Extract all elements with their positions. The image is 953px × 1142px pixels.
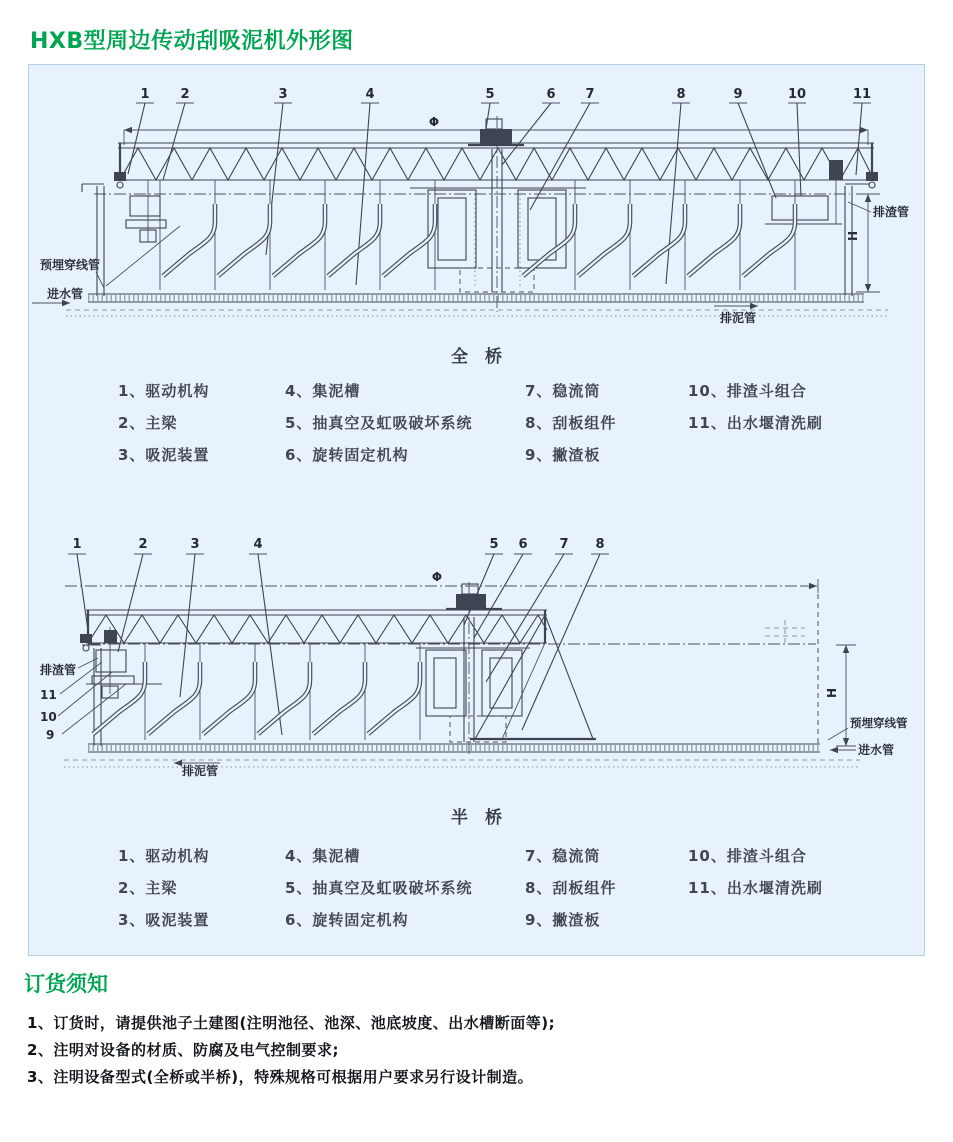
- legend-item-3: 3、吸泥装置: [118, 911, 210, 929]
- hb-callout-2: 2: [138, 537, 148, 552]
- legend-item-6: 6、旋转固定机构: [285, 911, 409, 929]
- fb-callout-6: 6: [546, 87, 556, 102]
- legend-item-6: 6、旋转固定机构: [285, 446, 409, 464]
- fb-callout-10: 10: [787, 87, 807, 102]
- fb-inlet-pipe-label: 进水管: [47, 287, 84, 301]
- legend-item-5: 5、抽真空及虹吸破坏系统: [285, 414, 473, 432]
- hb-callout-9: 9: [46, 728, 55, 742]
- fb-callout-4: 4: [365, 87, 375, 102]
- fb-callout-5: 5: [485, 87, 495, 102]
- hb-callout-10: 10: [40, 710, 57, 724]
- full-bridge-caption: 全 桥: [451, 347, 502, 367]
- fb-scum-pipe-label: 排渣管: [873, 205, 910, 219]
- fb-diameter-dim-label: Φ: [428, 115, 440, 129]
- legend-item-1: 1、驱动机构: [118, 382, 210, 400]
- fb-callout-3: 3: [278, 87, 288, 102]
- fb-callout-2: 2: [180, 87, 190, 102]
- hb-callout-4: 4: [253, 537, 263, 552]
- legend-item-9: 9、撇渣板: [525, 446, 601, 464]
- legend-item-4: 4、集泥槽: [285, 382, 361, 400]
- legend-item-10: 10、排渣斗组合: [688, 382, 807, 400]
- hb-scum-pipe-label: 排渣管: [40, 663, 77, 677]
- hb-callout-6: 6: [518, 537, 528, 552]
- legend-item-11: 11、出水堰清洗刷: [688, 414, 823, 432]
- legend-item-11: 11、出水堰清洗刷: [688, 879, 823, 897]
- hb-callout-1: 1: [72, 537, 82, 552]
- fb-height-dim-label: H: [846, 230, 860, 242]
- half-bridge-legend: [118, 845, 823, 941]
- fb-callout-8: 8: [676, 87, 686, 102]
- ordering-note-2: 2、注明对设备的材质、防腐及电气控制要求;: [27, 1041, 339, 1059]
- hb-callout-5: 5: [489, 537, 499, 552]
- legend-item-1: 1、驱动机构: [118, 847, 210, 865]
- full-bridge-legend: [118, 380, 823, 476]
- hb-conduit-label: 预埋穿线管: [850, 716, 908, 730]
- hb-callout-7: 7: [559, 537, 569, 552]
- legend-item-8: 8、刮板组件: [525, 414, 617, 432]
- legend-item-8: 8、刮板组件: [525, 879, 617, 897]
- half-bridge-drawing: [30, 532, 923, 794]
- hb-diameter-dim-label: Φ: [431, 570, 443, 584]
- hb-callout-3: 3: [190, 537, 200, 552]
- legend-item-7: 7、稳流筒: [525, 382, 601, 400]
- legend-item-3: 3、吸泥装置: [118, 446, 210, 464]
- full-bridge-drawing: [30, 72, 923, 340]
- half-bridge-caption: 半 桥: [451, 808, 502, 828]
- legend-item-10: 10、排渣斗组合: [688, 847, 807, 865]
- fb-callout-7: 7: [585, 87, 595, 102]
- legend-item-5: 5、抽真空及虹吸破坏系统: [285, 879, 473, 897]
- fb-callout-1: 1: [140, 87, 150, 102]
- legend-item-2: 2、主梁: [118, 879, 178, 897]
- hb-height-dim-label: H: [825, 687, 839, 699]
- legend-item-2: 2、主梁: [118, 414, 178, 432]
- hb-inlet-pipe-label: 进水管: [858, 743, 895, 757]
- fb-conduit-label: 预埋穿线管: [40, 258, 101, 272]
- legend-item-4: 4、集泥槽: [285, 847, 361, 865]
- ordering-notes: [27, 1010, 555, 1091]
- ordering-note-1: 1、订货时，请提供池子土建图(注明池径、池深、池底坡度、出水槽断面等);: [27, 1014, 556, 1032]
- ordering-note-3: 3、注明设备型式(全桥或半桥)，特殊规格可根据用户要求另行设计制造。: [27, 1068, 534, 1086]
- ordering-heading: 订货须知: [24, 972, 108, 996]
- hb-callout-11: 11: [40, 688, 57, 702]
- fb-callout-11: 11: [852, 87, 872, 102]
- hb-sludge-pipe-label: 排泥管: [182, 764, 219, 778]
- fb-sludge-pipe-label: 排泥管: [720, 311, 757, 325]
- legend-item-7: 7、稳流筒: [525, 847, 601, 865]
- fb-callout-9: 9: [733, 87, 743, 102]
- page-title: HXB型周边传动刮吸泥机外形图: [30, 29, 354, 54]
- legend-item-9: 9、撇渣板: [525, 911, 601, 929]
- hb-callout-8: 8: [595, 537, 605, 552]
